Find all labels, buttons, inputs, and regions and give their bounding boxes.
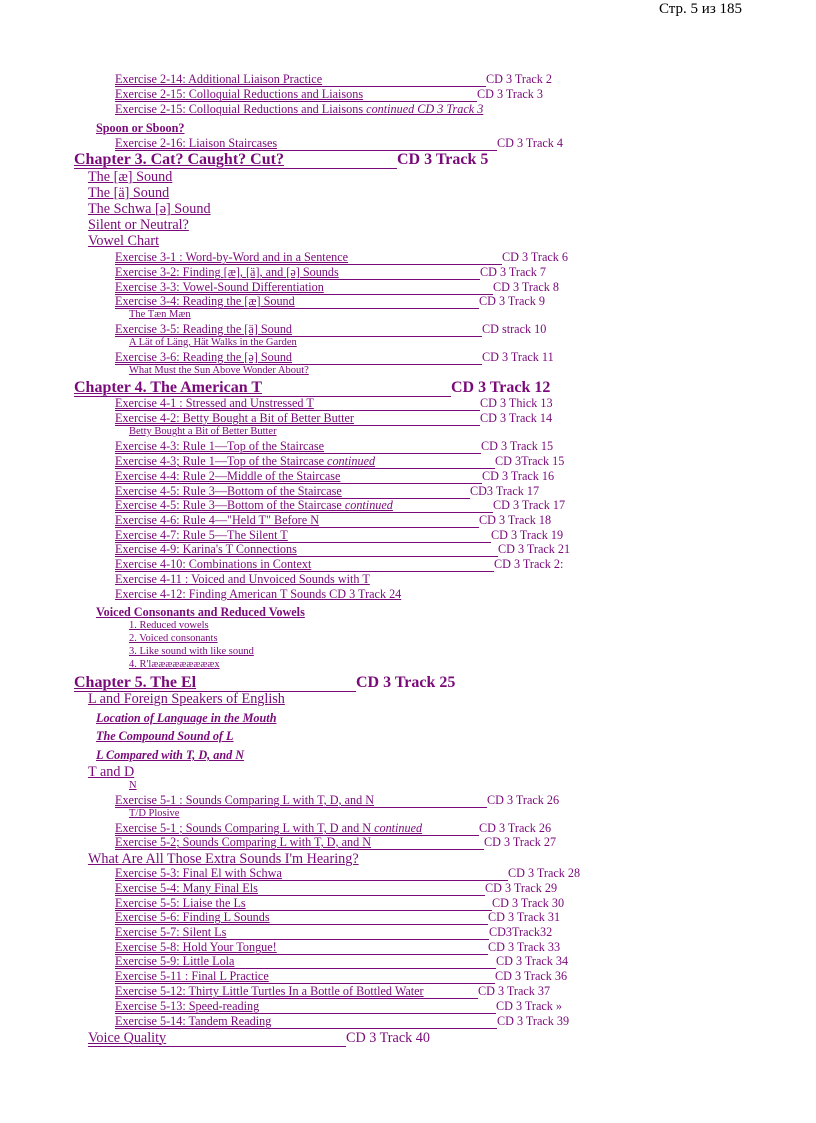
toc-link[interactable] xyxy=(115,250,577,265)
toc-entry-title: Exercise 2-14: Additional Liaison Practice xyxy=(115,72,323,86)
toc-entry-track: CD3 Track 17 xyxy=(470,484,540,498)
toc-entry-title: A Lät of Läng, Hät Walks in the Garden xyxy=(129,337,297,348)
toc-entry-title: Exercise 5-13: Speed-reading xyxy=(115,999,260,1013)
underline-filler xyxy=(115,136,497,151)
toc-entry-title: Chapter 3. Cat? Caught? Cut? xyxy=(74,151,284,168)
toc-entry-track: CD 3 Track 28 xyxy=(508,866,581,880)
underline-filler xyxy=(115,542,498,557)
toc-entry-title: T/D Plosive xyxy=(129,808,180,819)
toc-entry-track: CD 3 Track 6 xyxy=(502,250,569,264)
underline-filler xyxy=(115,396,480,411)
underline-filler xyxy=(115,454,495,469)
toc-entry-track: CD 3 Track 5 xyxy=(397,151,489,168)
toc-link[interactable] xyxy=(115,484,548,499)
toc-entry-track: CD 3 Track 17 xyxy=(493,498,566,512)
underline-filler xyxy=(88,1030,346,1047)
underline-filler xyxy=(115,265,480,280)
toc-link[interactable] xyxy=(115,1014,579,1029)
toc-entry-title: Exercise 4-5: Rule 3—Bottom of the Staircase xyxy=(115,498,345,512)
toc-entry-title: Exercise 4-6: Rule 4—"Held T" Before N xyxy=(115,513,319,527)
toc-entry-title: 2. Voiced consonants xyxy=(129,633,218,644)
toc-entry-track: CD 3 Track 4 xyxy=(497,136,564,150)
underline-filler xyxy=(115,280,493,295)
toc-link[interactable] xyxy=(115,999,572,1014)
toc-entry-italic: continued CD 3 Track 3 xyxy=(366,102,484,116)
toc-entry-title: Exercise 3-2: Finding [æ], [ä], and [ə] Sounds xyxy=(115,265,339,279)
toc-entry-track: CD 3 Track 40 xyxy=(346,1030,430,1046)
underline-filler xyxy=(115,866,508,881)
toc-link[interactable] xyxy=(115,557,573,572)
toc-entry-track: CD 3 Track 2 xyxy=(486,72,553,86)
toc-link[interactable] xyxy=(129,620,209,631)
toc-link[interactable] xyxy=(115,439,563,454)
toc-link[interactable] xyxy=(88,1030,436,1047)
toc-entry-track: CD 3 Track 15 xyxy=(481,439,554,453)
toc-link[interactable] xyxy=(88,217,189,234)
toc-entry-track: CD 3 Track 14 xyxy=(480,411,553,425)
toc-entry-track: CD 3 Track 11 xyxy=(482,350,554,364)
underline-filler xyxy=(115,322,482,337)
underline-filler xyxy=(115,250,502,265)
toc-link[interactable] xyxy=(115,542,580,557)
toc-entry-title: Exercise 2-15: Colloquial Reductions and Liaisons xyxy=(115,87,364,101)
toc-link[interactable] xyxy=(74,379,554,397)
toc-entry-track: CD 3 Track 36 xyxy=(495,969,568,983)
toc-entry-title: The [ä] Sound xyxy=(88,185,170,201)
toc-link[interactable] xyxy=(115,910,570,925)
toc-link[interactable] xyxy=(115,322,555,337)
toc-link[interactable] xyxy=(129,646,254,657)
toc-link[interactable] xyxy=(115,350,564,365)
toc-entry-title: Exercise 4-2: Betty Bought a Bit of Better Butter xyxy=(115,411,354,425)
underline-filler xyxy=(74,674,356,692)
toc-entry-title: L and Foreign Speakers of English xyxy=(88,691,285,707)
toc-link[interactable] xyxy=(129,633,218,644)
toc-entry-track: CD 3 Track 31 xyxy=(488,910,561,924)
toc-entry-track: CD 3 Track 7 xyxy=(480,265,547,279)
toc-link[interactable] xyxy=(115,498,575,513)
toc-entry-title: Exercise 3-1 : Word-by-Word and in a Sentence xyxy=(115,250,349,264)
toc-entry-title: The Compound Sound of L xyxy=(96,729,234,743)
toc-entry-title: Exercise 4-11 : Voiced and Unvoiced Sounds with T xyxy=(115,572,370,586)
toc-link[interactable] xyxy=(88,169,172,186)
toc-entry-title: N xyxy=(129,780,137,791)
toc-entry-track: CD 3 Track 16 xyxy=(482,469,555,483)
underline-filler xyxy=(74,151,397,169)
toc-entry-track: CD 3 Track 21 xyxy=(498,542,571,556)
underline-filler xyxy=(115,1014,497,1029)
toc-entry-title: Exercise 5-14: Tandem Reading xyxy=(115,1014,272,1028)
toc-link[interactable] xyxy=(88,764,134,781)
toc-link[interactable] xyxy=(115,954,578,969)
toc-link[interactable] xyxy=(115,102,531,117)
toc-link[interactable] xyxy=(115,513,561,528)
toc-link[interactable] xyxy=(129,808,179,819)
toc-link[interactable] xyxy=(115,984,560,999)
toc-entry-title: Exercise 5-1 ; Sounds Comparing L with T, D and N xyxy=(115,821,375,835)
toc-entry-track: CD 3 Track 33 xyxy=(488,940,561,954)
toc-link[interactable] xyxy=(74,674,460,692)
underline-filler xyxy=(115,793,487,808)
toc-link[interactable] xyxy=(115,411,562,426)
toc-link[interactable] xyxy=(115,136,572,151)
toc-link[interactable] xyxy=(129,780,137,791)
underline-filler xyxy=(115,954,496,969)
toc-entry-title: Voice Quality xyxy=(88,1030,167,1046)
toc-entry-title: Exercise 5-3: Final El with Schwa xyxy=(115,866,282,880)
toc-entry-track: CD3Track32 xyxy=(489,925,553,939)
toc-entry-title: Exercise 5-5: Liaise the Ls xyxy=(115,896,246,910)
toc-entry-track: CD 3 Track 12 xyxy=(451,379,551,396)
toc-entry-title: Exercise 4-10: Combinations in Context xyxy=(115,557,312,571)
underline-filler xyxy=(115,910,488,925)
underline-filler xyxy=(115,87,477,102)
toc-link[interactable] xyxy=(129,309,191,320)
toc-link[interactable] xyxy=(115,280,568,295)
toc-link[interactable] xyxy=(115,396,561,411)
toc-entry-track: CD 3 Thick 13 xyxy=(480,396,553,410)
underline-filler xyxy=(74,379,451,397)
toc-link[interactable] xyxy=(115,454,573,469)
toc-link[interactable] xyxy=(115,866,590,881)
toc-entry-track: CD 3 Track 34 xyxy=(496,954,569,968)
toc-entry-title: Exercise 5-11 : Final L Practice xyxy=(115,969,269,983)
toc-entry-title: Exercise 3-6: Reading the [ə] Sound xyxy=(115,350,293,364)
toc-entry-track: CD 3 Track 2: xyxy=(494,557,564,571)
toc-link[interactable] xyxy=(115,881,567,896)
toc-entry-title: Exercise 4-1 : Stressed and Unstressed T xyxy=(115,396,314,410)
toc-entry-title: Exercise 4-3: Rule 1—Top of the Staircase xyxy=(115,439,324,453)
toc-entry-title: Exercise 2-16: Liaison Staircases xyxy=(115,136,278,150)
toc-entry-track: CD 3 Track 27 xyxy=(484,835,557,849)
toc-link[interactable] xyxy=(96,605,305,620)
toc-entry-title: Spoon or Sboon? xyxy=(96,121,185,135)
toc-entry-title: 1. Reduced vowels xyxy=(129,620,209,631)
underline-filler xyxy=(115,969,495,984)
toc-link[interactable] xyxy=(74,151,493,169)
toc-entry-title: Voiced Consonants and Reduced Vowels xyxy=(96,605,305,619)
toc-entry-italic: continued xyxy=(344,498,393,512)
toc-link[interactable] xyxy=(115,793,569,808)
toc-entry-title: Exercise 4-4: Rule 2—Middle of the Staircase xyxy=(115,469,341,483)
toc-entry-title: 3. Like sound with like sound xyxy=(129,646,254,657)
toc-link[interactable] xyxy=(115,87,552,102)
underline-filler xyxy=(115,925,489,940)
toc-link[interactable] xyxy=(96,121,185,136)
underline-filler xyxy=(115,940,488,955)
toc-link[interactable] xyxy=(115,925,561,940)
toc-entry-track: CD 3Track 15 xyxy=(495,454,565,468)
toc-entry-track: CD 3 Track 18 xyxy=(479,513,552,527)
toc-entry-title: Exercise 3-4: Reading the [æ] Sound xyxy=(115,294,295,308)
toc-entry-title: Exercise 5-1 : Sounds Comparing L with T, D, and N xyxy=(115,793,375,807)
underline-filler xyxy=(115,72,486,87)
toc-link[interactable] xyxy=(115,969,576,984)
toc-link[interactable] xyxy=(129,337,297,348)
toc-entry-track: CD 3 Track 26 xyxy=(479,821,552,835)
underline-filler xyxy=(115,350,482,365)
toc-link[interactable] xyxy=(115,294,554,309)
underline-filler xyxy=(115,528,491,543)
toc-link[interactable] xyxy=(88,691,285,708)
toc-link[interactable] xyxy=(115,896,574,911)
underline-filler xyxy=(115,513,479,528)
toc-link[interactable] xyxy=(115,469,564,484)
toc-link[interactable] xyxy=(129,365,309,376)
toc-entry-title: Exercise 5-2; Sounds Comparing L with T, D, and N xyxy=(115,835,372,849)
toc-entry-title: The Tæn Mæn xyxy=(129,309,191,320)
toc-entry-track: CD 3 Track 8 xyxy=(493,280,560,294)
toc-entry-title: Exercise 4-5: Rule 3—Bottom of the Staircase xyxy=(115,484,342,498)
toc-entry-track: CD 3 Track 30 xyxy=(492,896,565,910)
toc-entry-title: The [æ] Sound xyxy=(88,169,173,185)
toc-link[interactable] xyxy=(115,587,401,602)
toc-link[interactable] xyxy=(129,426,277,437)
toc-entry-title: The Schwa [ə] Sound xyxy=(88,201,211,217)
toc-entry-track: CD 3 Track 26 xyxy=(487,793,560,807)
toc-entry-title: Exercise 3-3: Vowel-Sound Differentiation xyxy=(115,280,324,294)
toc-entry-title: Exercise 4-3; Rule 1—Top of the Staircase xyxy=(115,454,328,468)
underline-filler xyxy=(115,411,480,426)
underline-filler xyxy=(115,294,479,309)
underline-filler xyxy=(115,821,479,836)
toc-entry-title: T and D xyxy=(88,764,135,780)
underline-filler xyxy=(115,984,478,999)
toc-entry-title: Exercise 2-15: Colloquial Reductions and Liaisons xyxy=(115,102,367,116)
toc-entry-title: Location of Language in the Mouth xyxy=(96,711,277,725)
underline-filler xyxy=(115,835,484,850)
underline-filler xyxy=(115,469,482,484)
toc-entry-title: Exercise 5-9: Little Lola xyxy=(115,954,235,968)
underline-filler xyxy=(115,557,494,572)
toc-link[interactable] xyxy=(96,748,244,763)
toc-entry-track: CD 3 Track 29 xyxy=(485,881,558,895)
toc-entry-title: Vowel Chart xyxy=(88,233,160,249)
toc-entry-italic: continued xyxy=(327,454,376,468)
toc-link[interactable] xyxy=(88,185,169,202)
toc-entry-title: Chapter 5. The El xyxy=(74,674,197,691)
underline-filler xyxy=(115,881,485,896)
toc-entry-italic: continued xyxy=(374,821,423,835)
toc-entry-track: CD 3 Track 3 xyxy=(477,87,544,101)
toc-link[interactable] xyxy=(115,72,562,87)
toc-entry-title: What Must the Sun Above Wonder About? xyxy=(129,365,309,376)
toc-link[interactable] xyxy=(115,835,566,850)
toc-entry-title: What Are All Those Extra Sounds I'm Hearing? xyxy=(88,851,359,867)
toc-entry-title: Chapter 4. The American T xyxy=(74,379,263,396)
toc-entry-title: L Compared with T, D, and N xyxy=(96,748,245,762)
underline-filler xyxy=(115,498,493,513)
toc-link[interactable] xyxy=(88,201,211,218)
toc-entry-title: Exercise 5-6: Finding L Sounds xyxy=(115,910,270,924)
toc-entry-track: CD 3 Track 9 xyxy=(479,294,546,308)
toc-entry-title: Betty Bought a Bit of Better Butter xyxy=(129,426,277,437)
page-number: Стр. 5 из 185 xyxy=(659,1,742,17)
toc-link[interactable] xyxy=(96,729,233,744)
toc-entry-title: Exercise 4-7: Rule 5—The Silent T xyxy=(115,528,288,542)
toc-entry-track: CD 3 Track 37 xyxy=(478,984,551,998)
underline-filler xyxy=(115,999,496,1014)
toc-link[interactable] xyxy=(115,528,573,543)
toc-entry-track: CD 3 Track » xyxy=(496,999,563,1013)
toc-entry-title: Exercise 5-7: Silent Ls xyxy=(115,925,227,939)
underline-filler xyxy=(115,484,470,499)
toc-entry-title: 4. R'læææææææææx xyxy=(129,659,220,670)
toc-entry-track: CD strack 10 xyxy=(482,322,547,336)
underline-filler xyxy=(115,439,481,454)
underline-filler xyxy=(115,896,492,911)
toc-entry-title: Exercise 4-9: Karina's T Connections xyxy=(115,542,297,556)
toc-link[interactable] xyxy=(115,821,561,836)
toc-entry-title: Exercise 3-5: Reading the [ä] Sound xyxy=(115,322,293,336)
toc-entry-track: CD 3 Track 25 xyxy=(356,674,456,691)
toc-entry-track: CD 3 Track 39 xyxy=(497,1014,570,1028)
toc-link[interactable] xyxy=(129,659,220,670)
toc-link[interactable] xyxy=(96,711,276,726)
toc-link[interactable] xyxy=(115,265,555,280)
toc-link[interactable] xyxy=(115,572,370,587)
toc-entry-title: Silent or Neutral? xyxy=(88,217,189,233)
toc-link[interactable] xyxy=(115,940,570,955)
toc-entry-title: Exercise 5-8: Hold Your Tongue! xyxy=(115,940,277,954)
toc-link[interactable] xyxy=(88,233,159,250)
toc-entry-title: Exercise 4-12: Finding American T Sounds CD 3 Track 24 xyxy=(115,587,402,601)
toc-entry-title: Exercise 5-4: Many Final Els xyxy=(115,881,258,895)
toc-entry-track: CD 3 Track 19 xyxy=(491,528,564,542)
toc-entry-title: Exercise 5-12: Thirty Little Turtles In a Bottle of Bottled Water xyxy=(115,984,424,998)
